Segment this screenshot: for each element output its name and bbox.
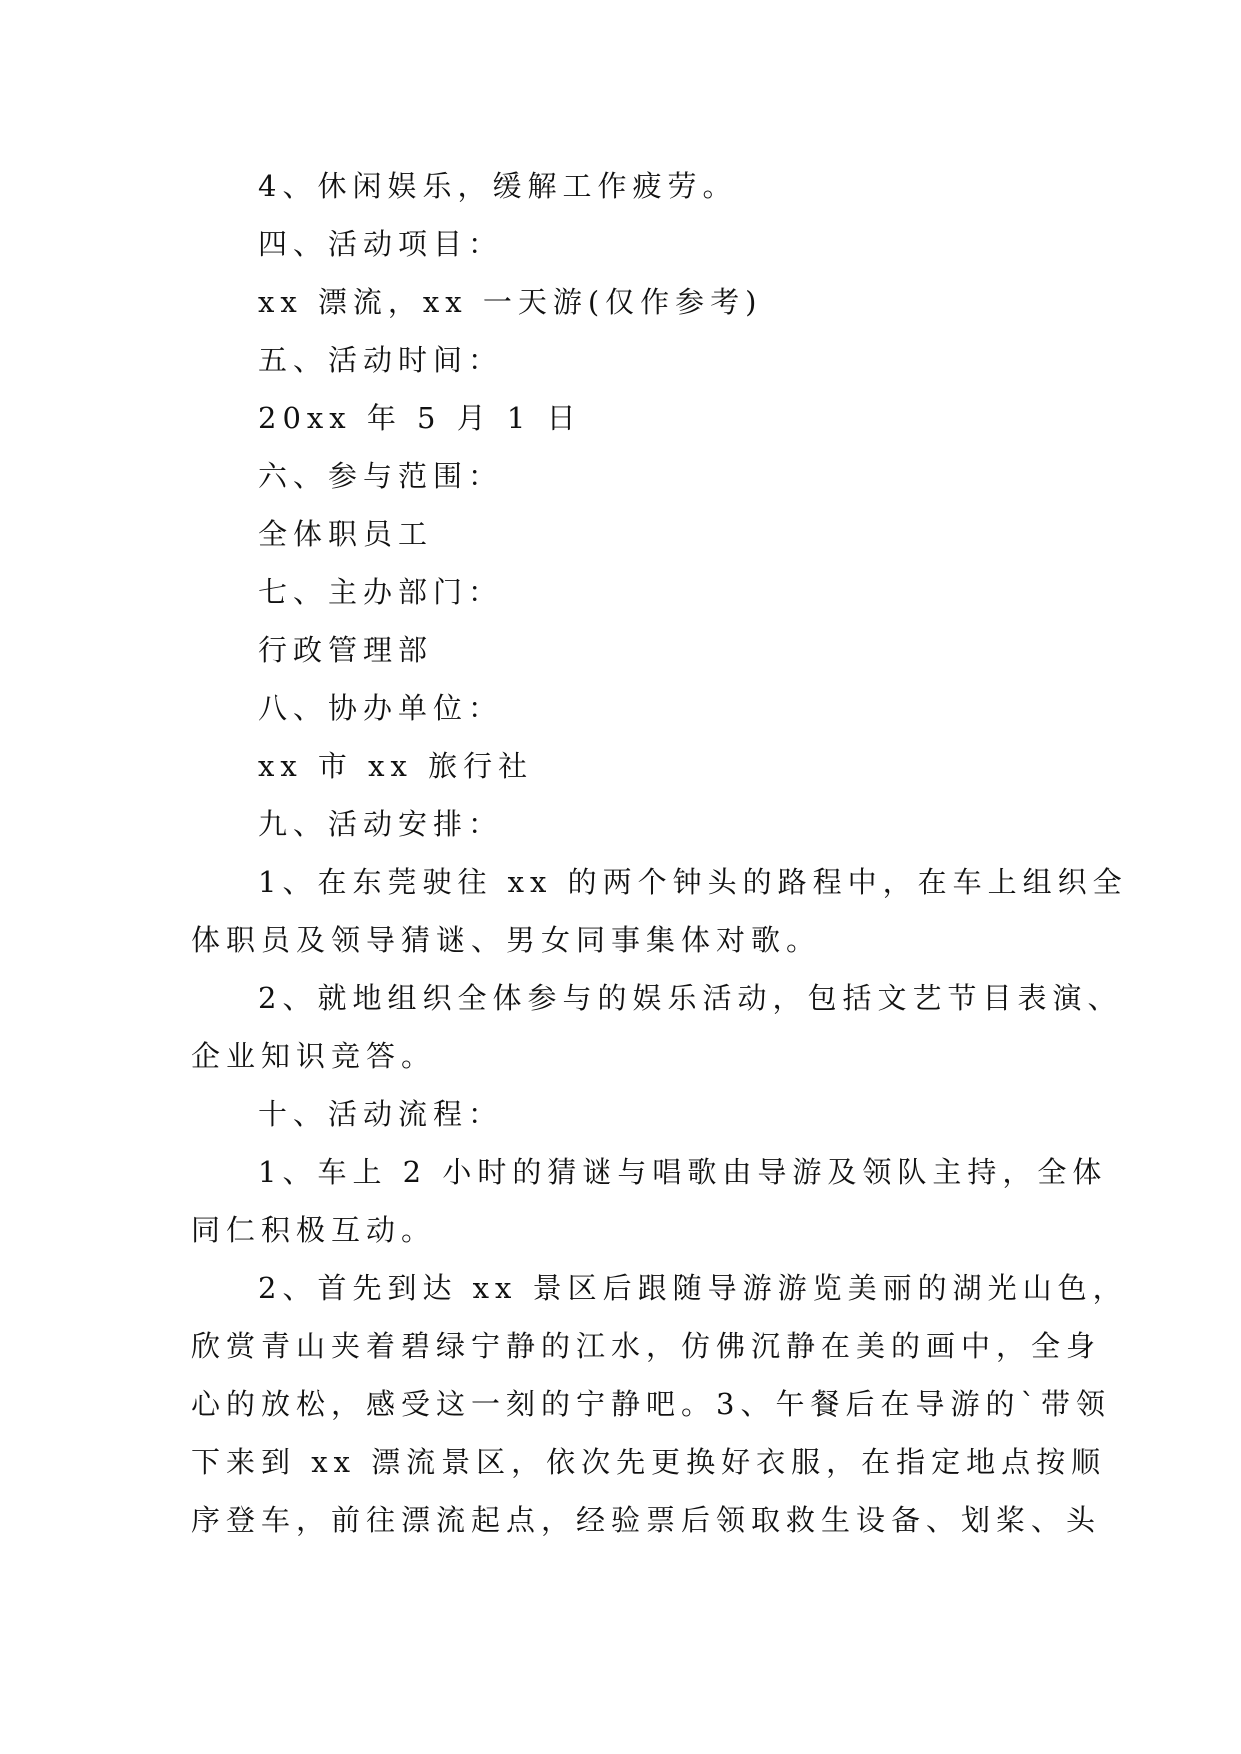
process-item-2-line-1: 2、首先到达 xx 景区后跟随导游游览美丽的湖光山色，: [258, 1271, 1128, 1305]
list-item-goal-4: 4、休闲娱乐，缓解工作疲劳。: [258, 169, 738, 203]
process-item-3-line-1: 下来到 xx 漂流景区，依次先更换好衣服，在指定地点按顺: [191, 1445, 1107, 1479]
section-heading-organizer: 七、主办部门：: [258, 575, 504, 609]
section-heading-arrangement: 九、活动安排：: [258, 807, 504, 841]
arrangement-item-1-line-1: 1、在东莞驶往 xx 的两个钟头的路程中，在车上组织全: [258, 865, 1128, 899]
co-organizer-text: xx 市 xx 旅行社: [258, 749, 534, 783]
section-heading-activity-items: 四、活动项目：: [258, 227, 504, 261]
activity-date: 20xx 年 5 月 1 日: [258, 401, 582, 435]
arrangement-item-2-line-1: 2、就地组织全体参与的娱乐活动，包括文艺节目表演、: [258, 981, 1123, 1015]
arrangement-item-1-line-2: 体职员及领导猜谜、男女同事集体对歌。: [191, 923, 822, 957]
section-heading-activity-time: 五、活动时间：: [258, 343, 504, 377]
section-heading-process: 十、活动流程：: [258, 1097, 504, 1131]
section-heading-participants: 六、参与范围：: [258, 459, 504, 493]
process-item-3-line-2: 序登车，前往漂流起点，经验票后领取救生设备、划桨、头: [191, 1503, 1102, 1537]
organizer-text: 行政管理部: [258, 633, 434, 667]
process-item-2-line-2: 欣赏青山夹着碧绿宁静的江水，仿佛沉静在美的画中，全身: [191, 1329, 1102, 1363]
activity-items-text: xx 漂流，xx 一天游(仅作参考): [258, 285, 763, 319]
process-item-1-line-1: 1、车上 2 小时的猜谜与唱歌由导游及领队主持，全体: [258, 1155, 1108, 1189]
process-item-2-line-3: 心的放松，感受这一刻的宁静吧。3、午餐后在导游的`带领: [191, 1387, 1111, 1421]
participants-text: 全体职员工: [258, 517, 434, 551]
process-item-1-line-2: 同仁积极互动。: [191, 1213, 437, 1247]
arrangement-item-2-line-2: 企业知识竞答。: [191, 1039, 437, 1073]
section-heading-co-organizer: 八、协办单位：: [258, 691, 504, 725]
